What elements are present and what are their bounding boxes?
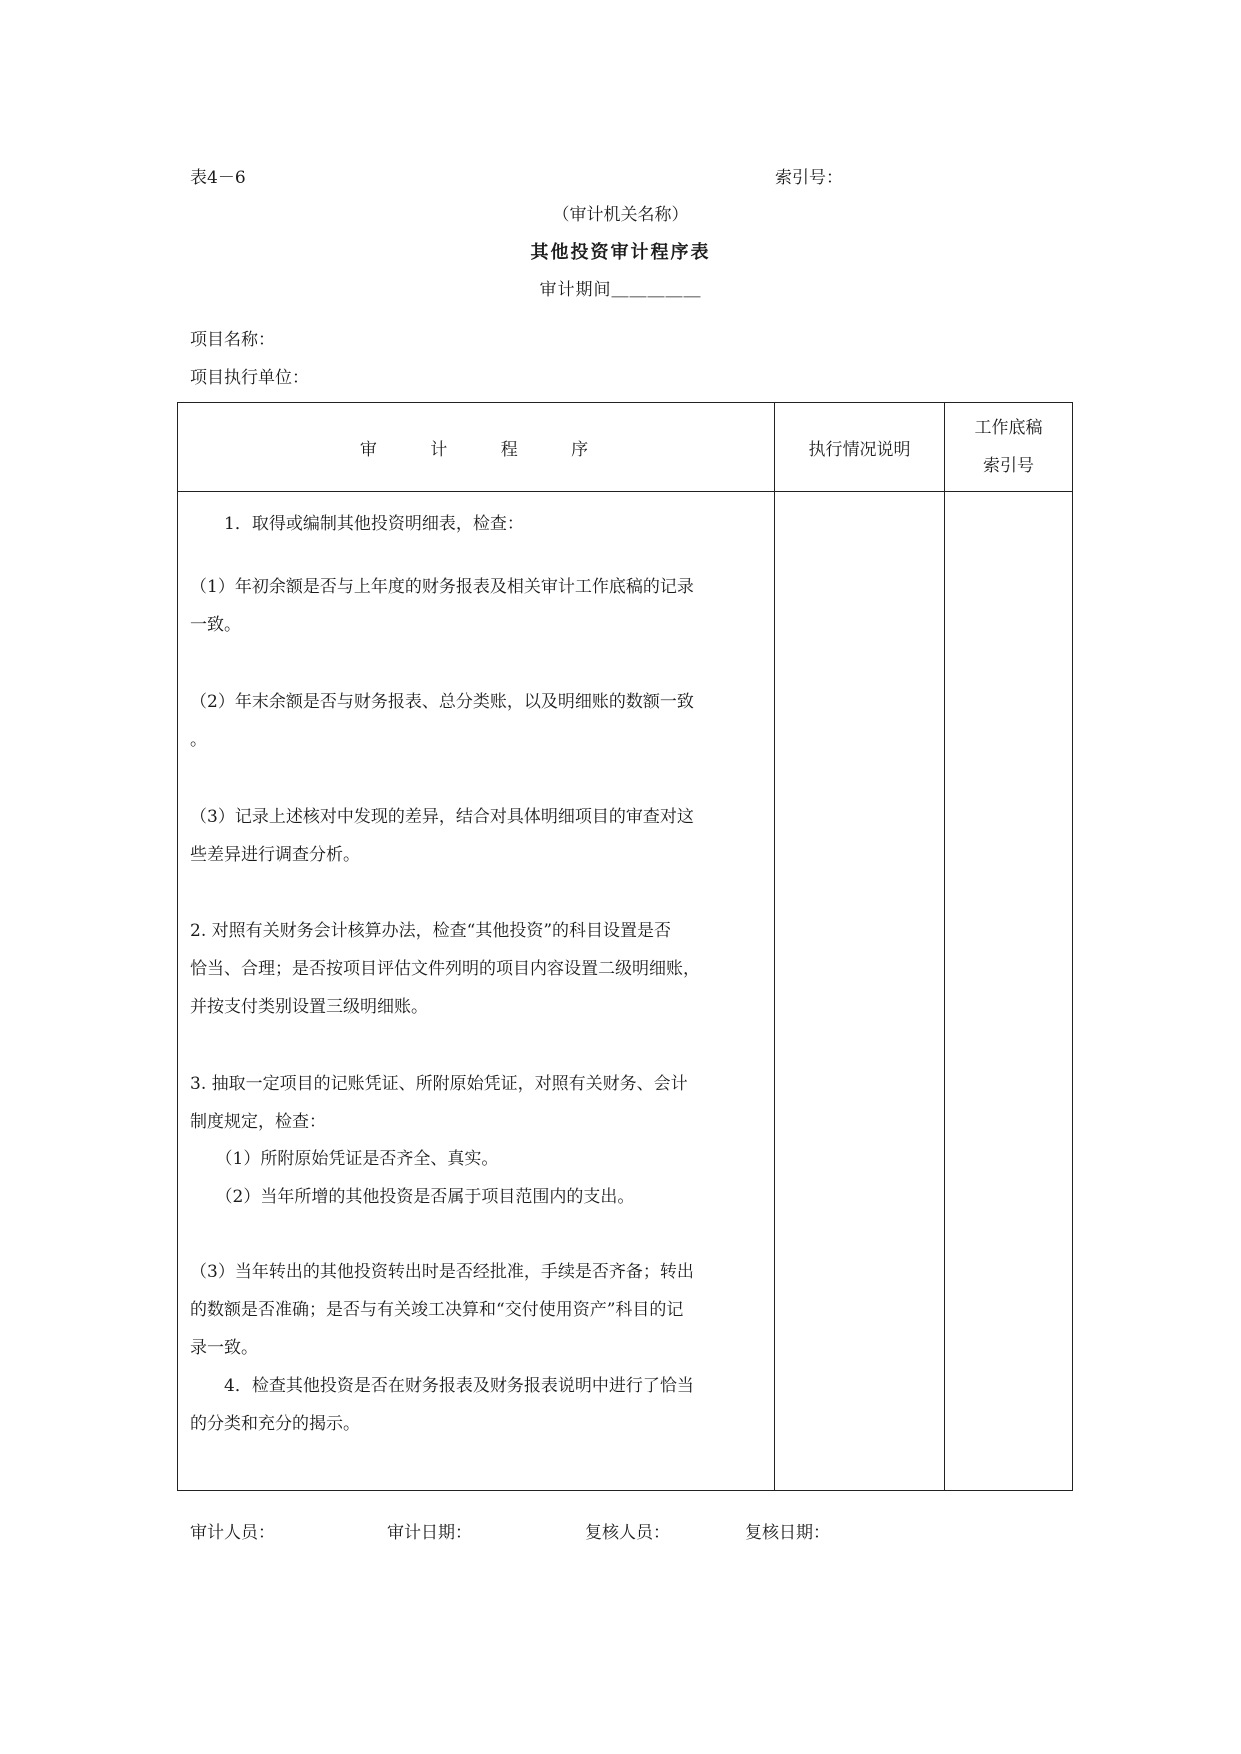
procedure-line: 录一致。 [190, 1338, 258, 1358]
audit-period: 审计期间＿＿＿＿＿ [539, 280, 702, 300]
procedure-line: （2）年末余额是否与财务报表、总分类账，以及明细账的数额一致 [190, 692, 694, 712]
workpaper-header-line2: 索引号 [983, 456, 1034, 476]
procedure-line: 。 [190, 730, 207, 750]
procedure-header: 审 计 程 序 [178, 403, 775, 492]
procedure-line: 4．检查其他投资是否在财务报表及财务报表说明中进行了恰当 [190, 1376, 694, 1396]
procedure-line: 的分类和充分的揭示。 [190, 1414, 360, 1434]
reviewer-label: 复核人员： [585, 1523, 670, 1543]
audit-procedure-table [177, 402, 1073, 1491]
procedure-line: 1．取得或编制其他投资明细表，检查： [190, 514, 524, 534]
audit-agency-name: （审计机关名称） [552, 205, 689, 225]
workpaper-cell [945, 492, 1073, 1491]
procedure-line: 一致。 [190, 615, 241, 635]
form-number: 表4－6 [190, 168, 246, 188]
index-number-label: 索引号： [775, 168, 843, 188]
table-body-row [178, 492, 1073, 1491]
execution-cell [775, 492, 945, 1491]
workpaper-header-line1: 工作底稿 [974, 418, 1043, 438]
execution-header: 执行情况说明 [775, 403, 945, 492]
audit-date-label: 审计日期： [387, 1523, 472, 1543]
page-title: 其他投资审计程序表 [530, 242, 711, 263]
procedure-line: （3）记录上述核对中发现的差异，结合对具体明细项目的审查对这 [190, 807, 694, 827]
procedure-line: 2. 对照有关财务会计核算办法，检查“其他投资”的科目设置是否 [190, 921, 672, 941]
procedure-line: 3. 抽取一定项目的记账凭证、所附原始凭证，对照有关财务、会计 [190, 1074, 688, 1094]
procedure-line: 恰当、合理；是否按项目评估文件列明的项目内容设置二级明细账， [190, 959, 700, 979]
procedure-cell [178, 492, 775, 1491]
workpaper-header [945, 403, 1073, 492]
procedure-line: 并按支付类别设置三级明细账。 [190, 997, 428, 1017]
table-header-row [178, 403, 1073, 492]
procedure-line: 些差异进行调查分析。 [190, 845, 360, 865]
procedure-line: 的数额是否准确；是否与有关竣工决算和“交付使用资产”科目的记 [190, 1300, 684, 1320]
auditor-label: 审计人员： [190, 1523, 275, 1543]
procedure-line: （2）当年所增的其他投资是否属于项目范围内的支出。 [190, 1187, 635, 1207]
procedure-line: （1）年初余额是否与上年度的财务报表及相关审计工作底稿的记录 [190, 577, 694, 597]
review-date-label: 复核日期： [745, 1523, 830, 1543]
procedure-line: （1）所附原始凭证是否齐全、真实。 [190, 1149, 499, 1169]
project-unit-label: 项目执行单位： [190, 368, 309, 388]
procedure-line: 制度规定，检查： [190, 1112, 326, 1132]
procedure-line: （3）当年转出的其他投资转出时是否经批准，手续是否齐备；转出 [190, 1262, 694, 1282]
project-name-label: 项目名称： [190, 330, 275, 350]
